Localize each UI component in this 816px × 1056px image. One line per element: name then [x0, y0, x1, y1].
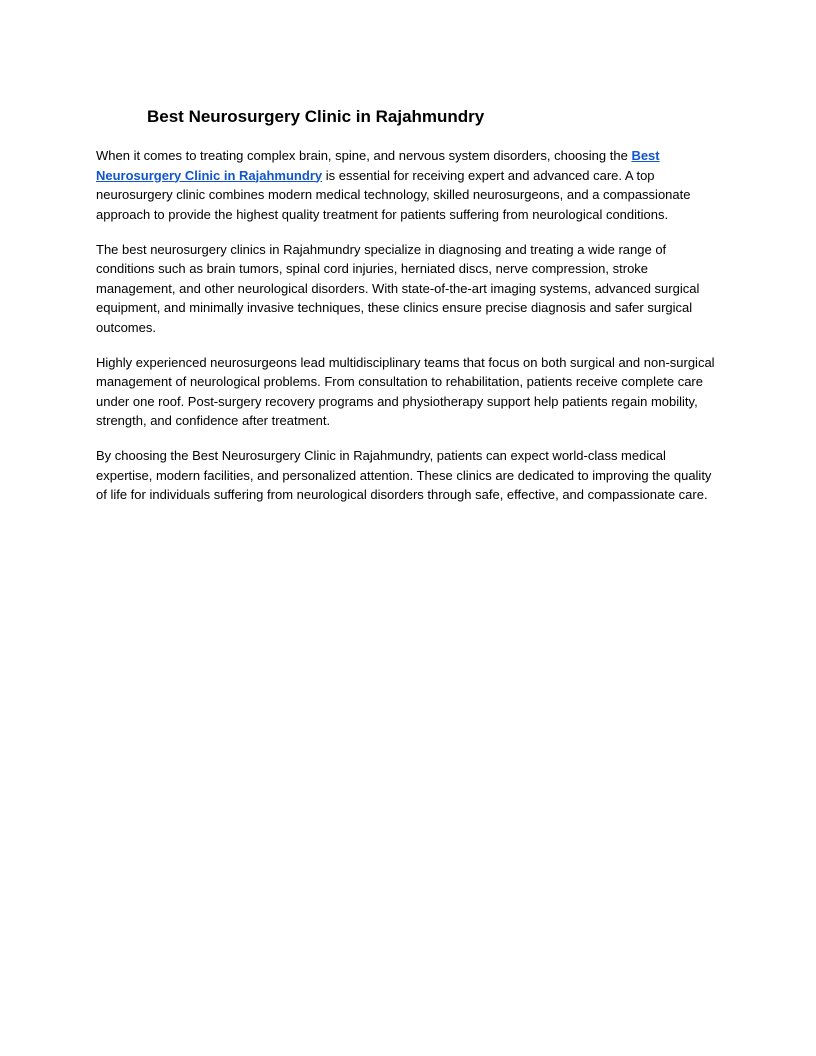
page-title: Best Neurosurgery Clinic in Rajahmundry — [147, 107, 485, 126]
paragraph-intro — [96, 146, 720, 224]
paragraph-teams: Highly experienced neurosurgeons lead multidisciplinary teams that focus on both surgical and non-surgical management of neurological problems. From consultation to rehabilitation, patients receive complete care under one roof. Post-surgery recovery programs and physiotherapy support help patients regain mobility, strength, and confidence after treatment. — [96, 354, 715, 428]
clinic-link[interactable]: Best Neurosurgery Clinic in Rajahmundry — [96, 148, 660, 183]
paragraph-closing: By choosing the Best Neurosurgery Clinic in Rajahmundry, patients can expect world-class medical expertise, modern facilities, and personalized attention. These clinics are dedicated to improving the quality of life for individuals suffering from neurological disorders through safe, effective, and compassionate care. — [96, 448, 712, 502]
paragraph-conditions: The best neurosurgery clinics in Rajahmundry specialize in diagnosing and treating a wide range of conditions such as brain tumors, spinal cord injuries, herniated discs, nerve compression, stroke management, and other neurological disorders. With state-of-the-art imaging systems, advanced surgical equipment, and minimally invasive techniques, these clinics ensure precise diagnosis and safer surgical outcomes. — [96, 241, 700, 335]
paragraph-text-after-link: is essential for receiving expert and advanced care. A top neurosurgery clinic combines modern medical technology, skilled neurosurgeons, and a compassionate approach to provide the highest quality treatment for patients suffering from neurological conditions. — [96, 167, 691, 222]
paragraph-text-before-link: When it comes to treating complex brain, spine, and nervous system disorders, choosing the — [96, 148, 632, 163]
